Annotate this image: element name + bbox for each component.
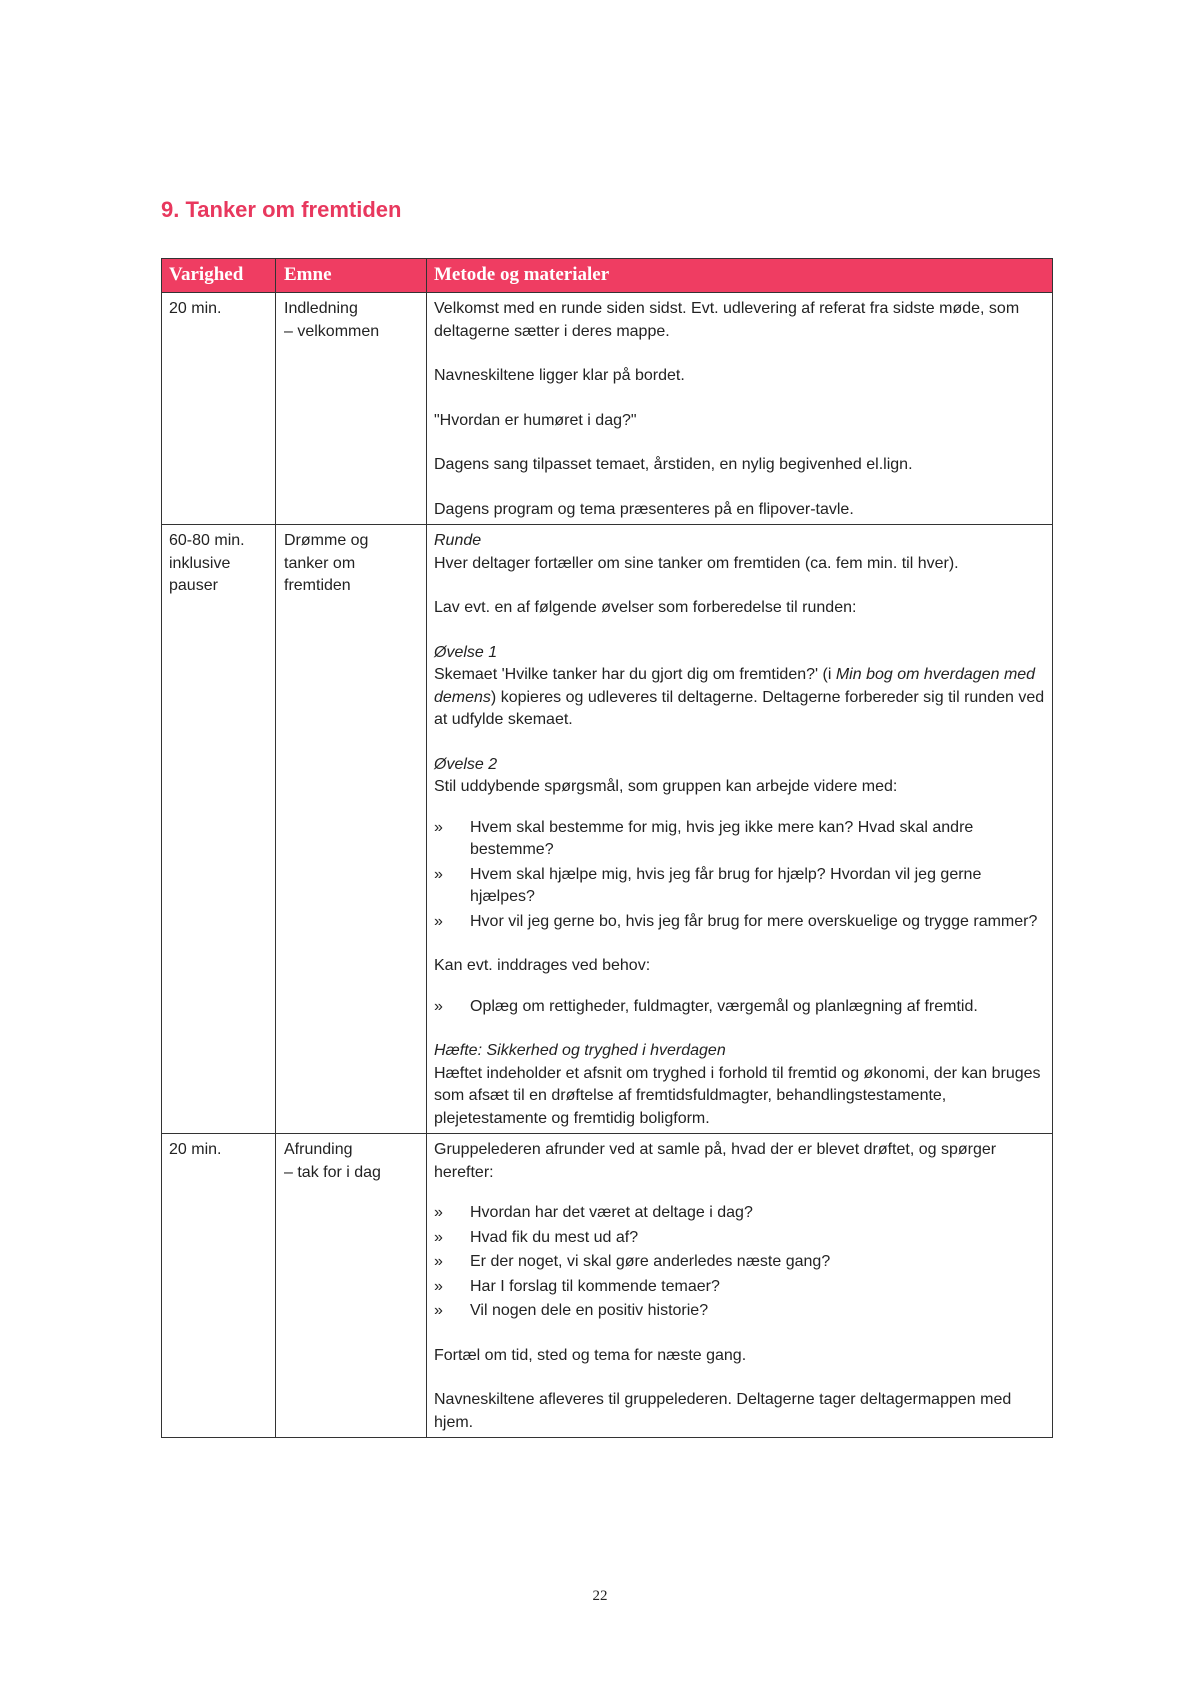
page-number: 22	[592, 1588, 608, 1604]
method-cell	[427, 525, 1053, 1134]
list-item: » Har I forslag til kommende temaer?	[434, 1276, 1045, 1299]
header-varighed: Varighed	[162, 259, 276, 293]
duration-line: inklusive	[169, 554, 231, 572]
session-plan-table	[161, 258, 1053, 1438]
paragraph: Dagens program og tema præsenteres på en flipover-tavle.	[434, 500, 854, 518]
list-item: » Er der noget, vi skal gøre anderledes næste gang?	[434, 1251, 1045, 1274]
list-item: » Hvad fik du mest ud af?	[434, 1227, 1045, 1250]
table-header-row	[162, 259, 1053, 293]
topic-cell	[276, 525, 427, 1134]
runde-heading: Runde	[434, 532, 482, 549]
list-item: » Vil nogen dele en positiv historie?	[434, 1300, 1045, 1323]
list-item: » Hvordan har det været at deltage i dag?	[434, 1202, 1045, 1225]
runde-block	[434, 530, 1045, 575]
ovelse2-text: Stil uddybende spørgsmål, som gruppen kan arbejde videre med:	[434, 778, 898, 795]
topic-line: fremtiden	[284, 577, 351, 594]
table-row	[162, 293, 1053, 525]
question-list	[434, 1202, 1045, 1323]
paragraph: Kan evt. inddrages ved behov:	[434, 957, 651, 974]
ovelse1-text-b: ) kopieres og udleveres til deltagerne. Deltagerne forbereder sig til runden ved at udfylde skemaet.	[434, 688, 1045, 728]
duration-cell	[162, 525, 276, 1134]
haefte-heading: Hæfte: Sikkerhed og tryghed i hverdagen	[434, 1042, 726, 1059]
section-title: 9. Tanker om fremtiden	[161, 197, 402, 222]
topic-cell	[276, 293, 427, 525]
paragraph: Gruppelederen afrunder ved at samle på, hvad der er blevet drøftet, og spørger herefter:	[434, 1141, 997, 1181]
topic-line: – tak for i dag	[284, 1163, 381, 1181]
header-metode: Metode og materialer	[427, 259, 1053, 293]
duration-text: 20 min.	[169, 300, 222, 317]
list-item: » Hvem skal hjælpe mig, hvis jeg får brug for hjælp? Hvordan vil jeg gerne hjælpes?	[434, 864, 1045, 909]
duration-line: 60-80 min.	[169, 532, 245, 549]
topic-line: Indledning	[284, 300, 358, 317]
list-item: » Hvor vil jeg gerne bo, hvis jeg får brug for mere overskuelige og trygge rammer?	[434, 911, 1045, 934]
ovelse2-heading: Øvelse 2	[434, 755, 498, 773]
topic-line: Afrunding	[284, 1141, 353, 1158]
topic-list	[434, 996, 1045, 1019]
paragraph: Fortæl om tid, sted og tema for næste gang.	[434, 1346, 747, 1364]
question-list	[434, 817, 1045, 934]
duration-line: pauser	[169, 577, 218, 594]
ovelse1-text-a: Skemaet 'Hvilke tanker har du gjort dig om fremtiden?' (i	[434, 666, 836, 683]
runde-text: Hver deltager fortæller om sine tanker om fremtiden (ca. fem min. til hver).	[434, 554, 959, 572]
paragraph: Lav evt. en af følgende øvelser som forberedelse til runden:	[434, 599, 857, 616]
ovelse2-block	[434, 754, 1045, 799]
paragraph: "Hvordan er humøret i dag?"	[434, 411, 637, 429]
table-row	[162, 1134, 1053, 1438]
paragraph: Dagens sang tilpasset temaet, årstiden, en nylig begivenhed el.lign.	[434, 456, 913, 473]
topic-line: tanker om	[284, 554, 356, 572]
haefte-text: Hæftet indeholder et afsnit om tryghed i forhold til fremtid og økonomi, der kan bruges som afsæt til en drøftelse af fremtidsfuldmagter, behandlingstestamente, plejetestamente og fremtidig boligform.	[434, 1064, 1041, 1127]
method-cell	[427, 1134, 1053, 1438]
haefte-block	[434, 1040, 1045, 1130]
list-item: » Oplæg om rettigheder, fuldmagter, værgemål og planlægning af fremtid.	[434, 996, 1045, 1019]
method-cell	[427, 293, 1053, 525]
ovelse1-block	[434, 642, 1045, 732]
topic-cell	[276, 1134, 427, 1438]
duration-cell	[162, 293, 276, 525]
duration-cell	[162, 1134, 276, 1438]
paragraph: Navneskiltene afleveres til gruppelederen. Deltagerne tager deltagermappen med hjem.	[434, 1391, 1012, 1431]
book-title: Min bog om hverdagen med demens	[434, 666, 1036, 706]
topic-line: – velkommen	[284, 322, 380, 340]
duration-text: 20 min.	[169, 1141, 222, 1158]
header-emne: Emne	[276, 259, 427, 293]
paragraph: Navneskiltene ligger klar på bordet.	[434, 367, 685, 384]
list-item: » Hvem skal bestemme for mig, hvis jeg ikke mere kan? Hvad skal andre bestemme?	[434, 817, 1045, 862]
paragraph: Velkomst med en runde siden sidst. Evt. udlevering af referat fra sidste møde, som deltagerne sætter i deres mappe.	[434, 300, 1020, 340]
table-row	[162, 525, 1053, 1134]
ovelse1-heading: Øvelse 1	[434, 643, 498, 661]
topic-line: Drømme og	[284, 532, 369, 549]
